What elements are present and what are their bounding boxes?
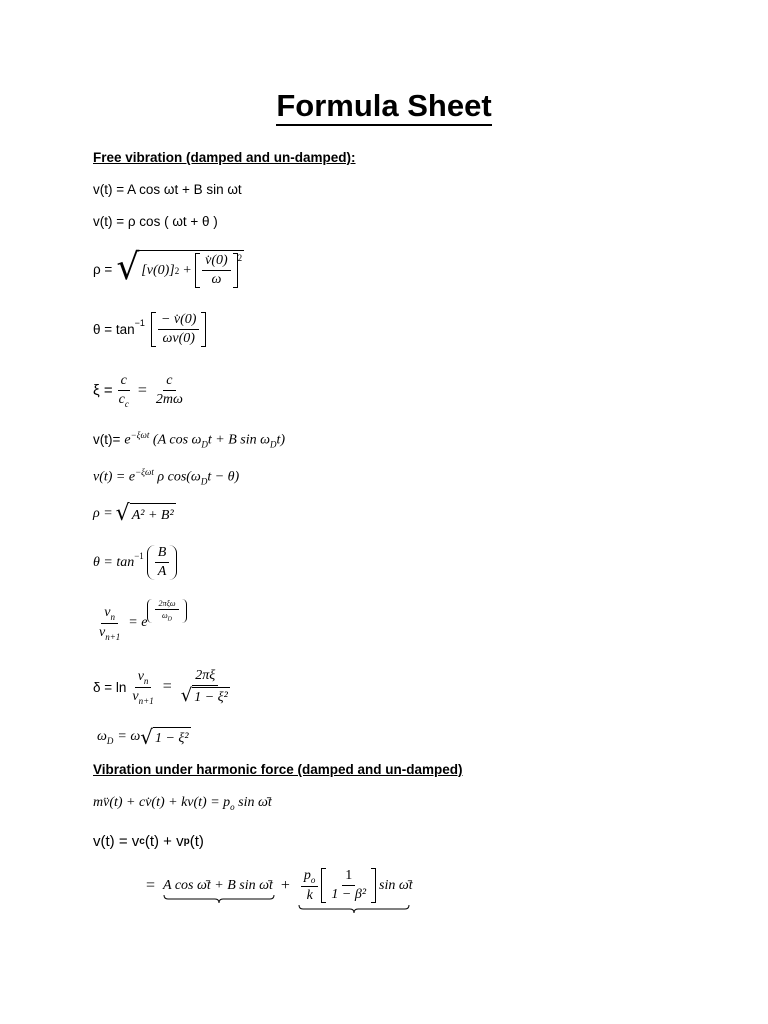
- complementary-solution: A cos ω̄t + B sin ω̄t: [163, 878, 273, 894]
- equation-theta-ab: θ = tan $^{-1}$ $\frac{B}{A}$: [93, 545, 177, 580]
- equation-rho: ρ = √ [v(0)] 2 + $\frac{v̇(0)}{\omega}$ $^2$: [93, 247, 243, 288]
- underbrace-icon: [163, 894, 275, 904]
- equation-rho-ab: ρ = √ A² + B²: [93, 501, 174, 526]
- equation-total-response: v(t) = v c (t) + v p (t): [93, 833, 204, 850]
- particular-solution: $\frac{p_o}{k}$ $\frac{1}{\text{1 − β²}}$ sin ω̄t: [298, 868, 413, 904]
- page-title: Formula Sheet: [0, 88, 768, 124]
- equation-harmonic-form: v(t) = A cos ωt + B sin ωt: [93, 182, 242, 197]
- equation-of-motion: mv̈(t) + cv̇(t) + $kv(t) = p_o$ sin ω̄t: [93, 795, 272, 812]
- equation-damping-ratio: ξ = $\frac{c}{c_c}$ = $\frac{c}{2m\omega}$: [93, 373, 183, 409]
- equation-damped-frequency: $\omega_D$ = ω √ 1 − ξ²: [97, 725, 189, 749]
- underbrace-icon: [298, 904, 410, 914]
- section-heading-harmonic-force: Vibration under harmonic force (damped and un-damped): [93, 762, 463, 777]
- equation-amplitude-phase-form: v(t) = ρ cos ( ωt + θ ): [93, 214, 218, 229]
- equation-theta: θ = tan $^{-1}$ $\frac{- v̇(0)}{\omega v(0)}$: [93, 312, 206, 347]
- equation-log-decrement: δ = ln $\frac{v_n}{v_{n+1}}$ = 2πξ √ 1 − ξ²: [93, 668, 228, 706]
- equation-amplitude-ratio: $\frac{v_n}{v_{n+1}}$ = e $\frac{\text{2πξω}}{\omega_D}$: [93, 605, 187, 642]
- equation-damped-response-phase: $v(t) = e^{-\xi\omega t}$ ρ $\cos(\omega_Dt - \theta)$: [93, 467, 240, 487]
- section-heading-free-vibration: Free vibration (damped and un-damped):: [93, 150, 356, 165]
- equation-damped-response: v(t)= $e^{-\xi\omega t}$ (A $\cos \omega_Dt + B$ $\sin \omega_Dt$): [93, 430, 286, 450]
- equation-full-solution: = A cos ω̄t + B sin ω̄t + $\frac{p_o}{k}$ $\frac{1}{\text{1 − β²}}$ sin ω̄t: [146, 868, 413, 904]
